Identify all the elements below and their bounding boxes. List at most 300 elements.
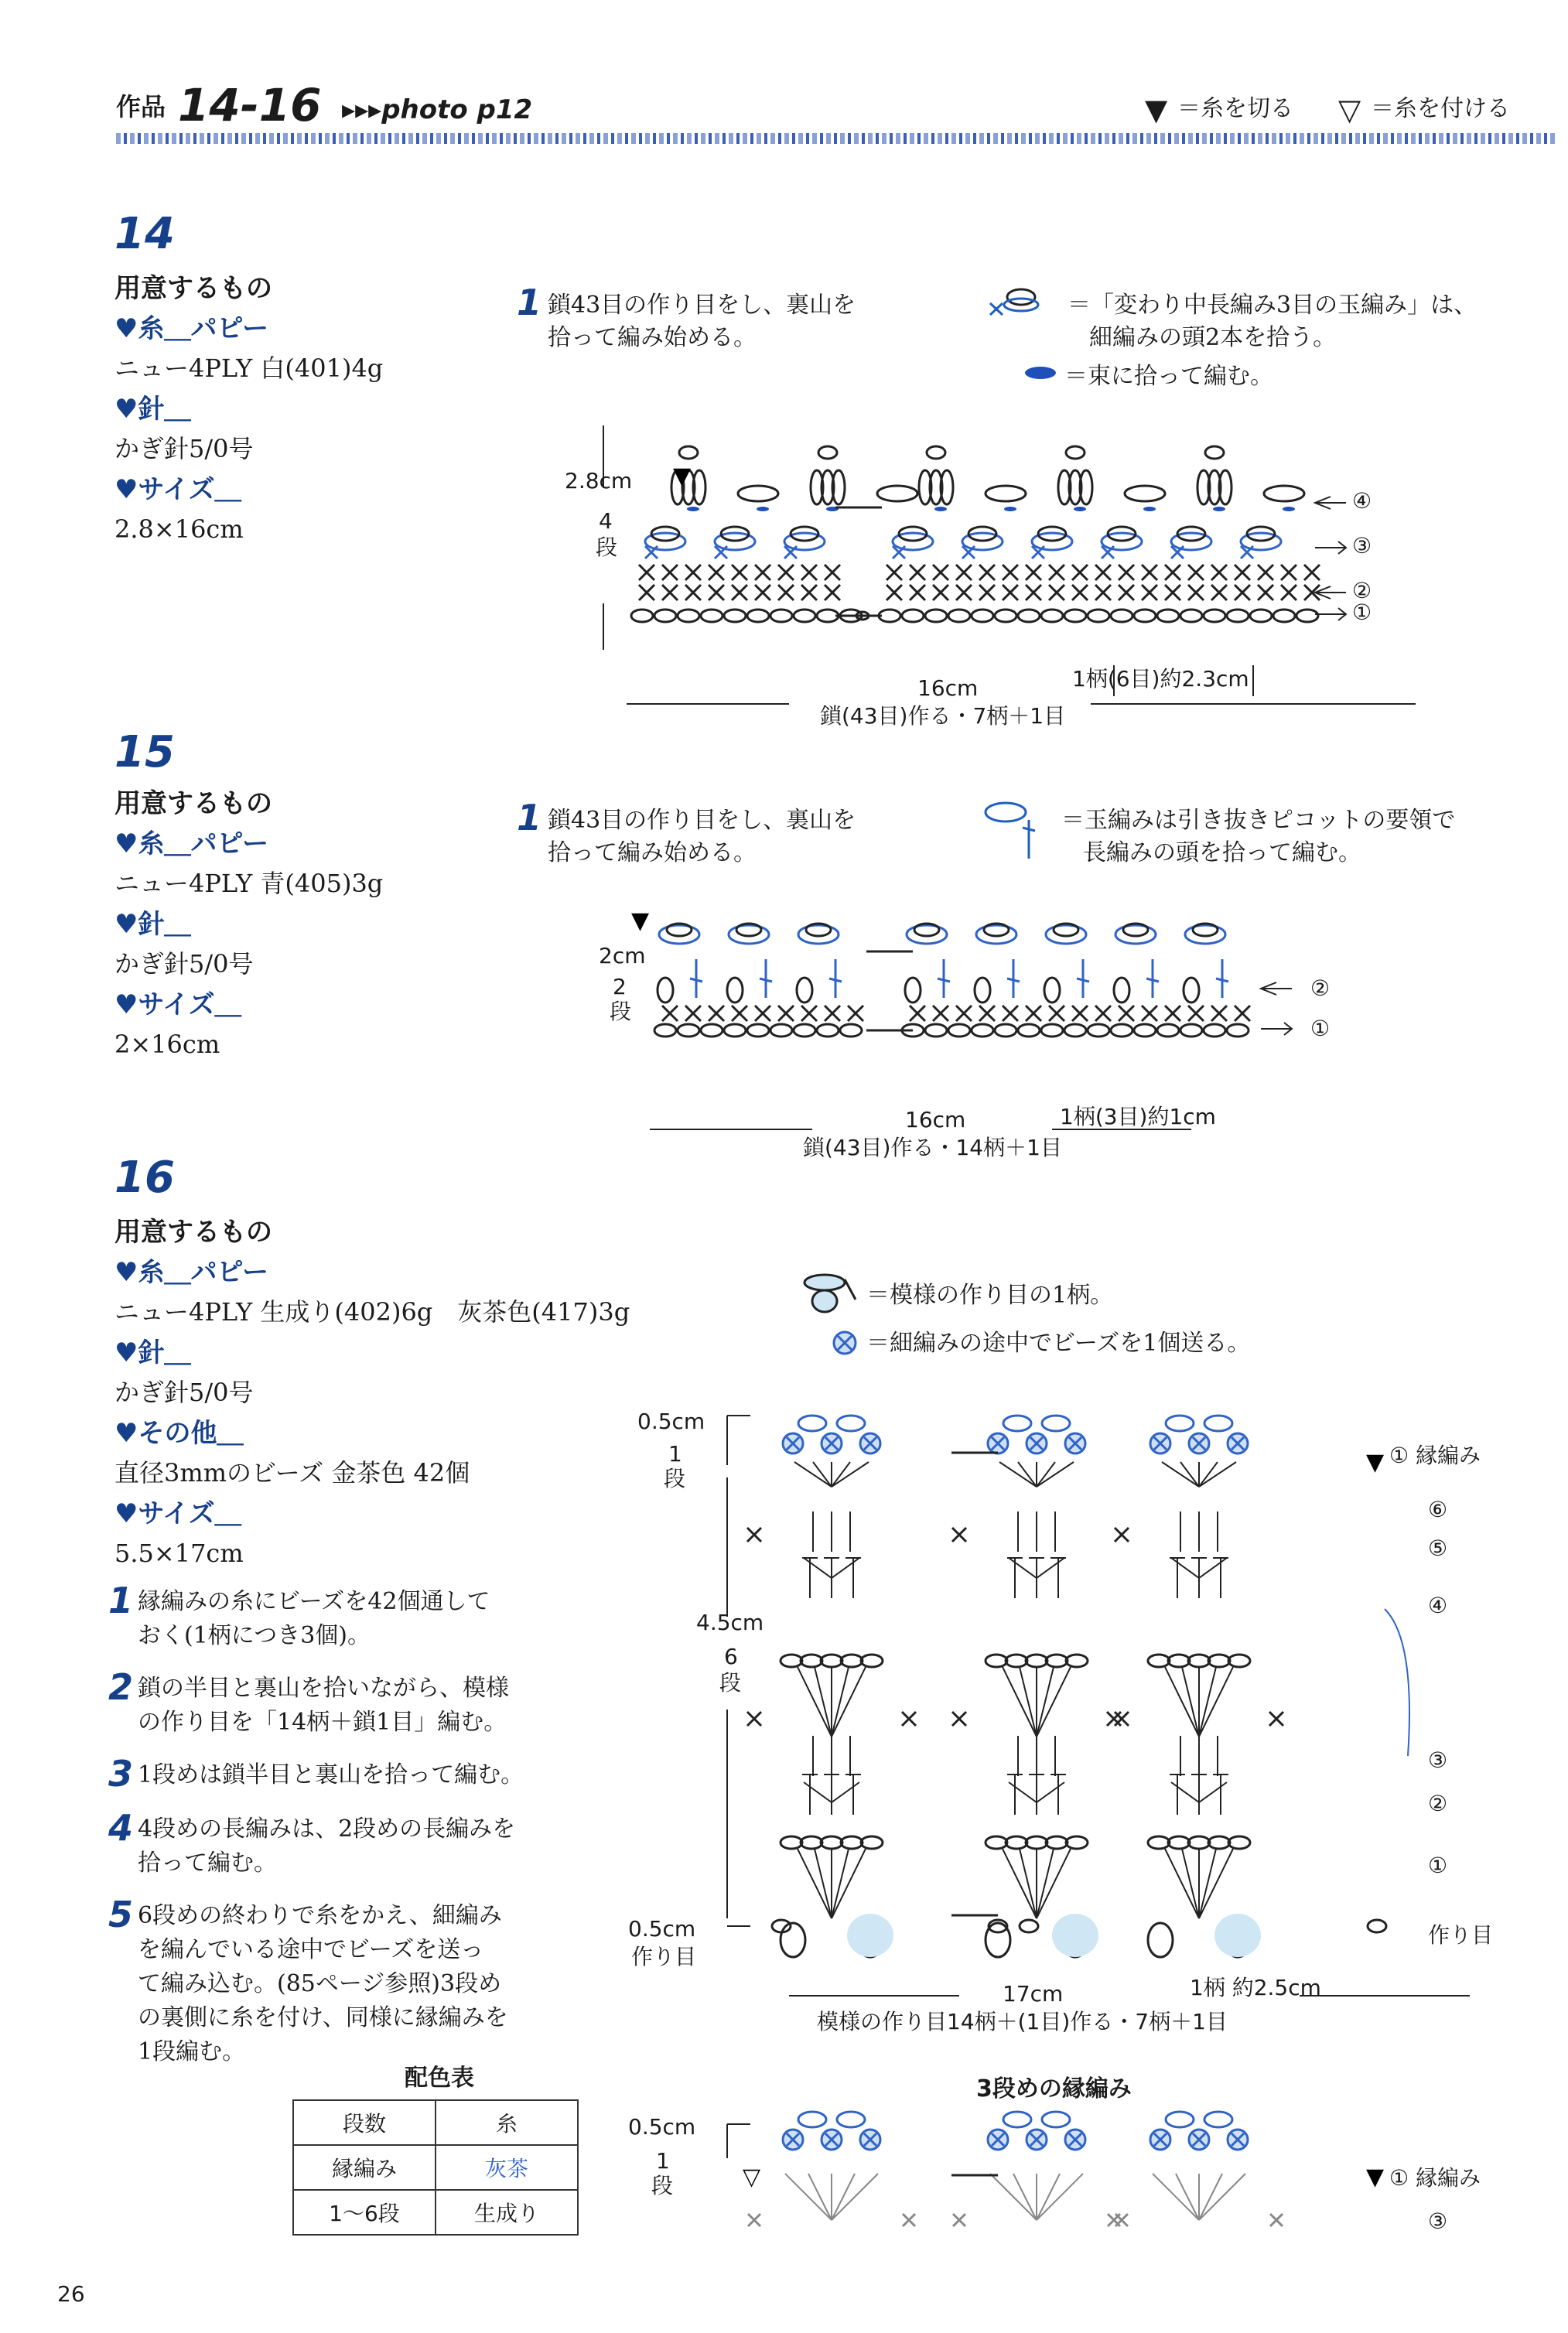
section-15-instructions [511,797,1547,894]
chain-stitch [798,1416,826,1431]
edge3-marker-edge: ① 縁編み [1389,2165,1481,2191]
step-number: 4 [108,1807,134,1849]
fan-stitch [813,1462,832,1487]
chain-stitch [1208,1836,1230,1849]
chain-stitch [801,1836,822,1849]
single-crochet-stitch [1165,1006,1180,1021]
repeat-highlight [847,1914,893,1957]
fan-stitch [1182,1667,1199,1737]
size-label: ♥サイズ＿ [114,1498,241,1529]
fan-stitch [832,1849,866,1918]
chain-stitch [925,1024,947,1037]
picot-puff [1046,925,1086,944]
fan-stitch [1199,1462,1218,1487]
chain-stitch [1166,2112,1194,2127]
pattern-base-repeat-icon [801,1269,871,1315]
single-crochet-stitch [910,565,925,580]
step-line: て編み込む。(85ページ参照)3段め [138,1970,502,1997]
chain-stitch [772,1920,791,1932]
chain-stitch [986,486,1026,501]
single-crochet-stitch [1188,565,1204,580]
single-crochet-stitch [910,585,925,600]
step-line: 縁編みの糸にビーズを42個通して [138,1588,490,1615]
needle-detail: かぎ針5/0号 [114,1378,254,1407]
double-crochet-bar [938,979,950,982]
picot-puff [976,925,1016,944]
single-crochet-stitch [801,565,817,580]
chain-stitch [840,1024,862,1037]
section-15-materials [114,727,548,1067]
chain-stitch [1042,2112,1070,2127]
yarn-label: ♥糸＿パピー [114,828,269,859]
chain-stitch [1204,1416,1232,1431]
fan-stitch [794,1462,832,1487]
single-crochet-stitch [1235,1006,1250,1021]
bundle-mark [1283,507,1295,511]
single-crochet-stitch [953,2214,965,2226]
chain-stitch [1148,1923,1173,1957]
chain-stitch [781,1655,802,1667]
single-crochet-stitch [1142,1006,1157,1021]
double-crochet-bar [690,979,702,982]
cut-marker-icon: ▼ [631,907,650,934]
bead-stitch-icon [831,1329,859,1357]
bundle-mark [757,507,769,511]
size-label: ♥サイズ＿ [114,474,241,505]
fan-stitch [798,1849,832,1918]
attach-yarn-icon: ▽ [1338,93,1361,127]
color-table-title: 配色表 [405,2065,474,2092]
single-crochet-stitch [848,1006,863,1021]
edge-unit: 段 [664,1466,686,1491]
single-crochet-stitch [886,585,902,600]
height-label: 2.8cm [565,468,633,494]
bundle-mark [1074,507,1086,511]
picot-puff [659,925,699,944]
chain-stitch [1003,1416,1031,1431]
fan-stitch [1037,2174,1083,2220]
single-crochet-stitch [748,2214,760,2226]
base-label: 作り目 [631,1944,697,1969]
chain-stitch [1064,1024,1086,1037]
chain-stitch [701,610,723,622]
fan-stitch [1176,2174,1199,2220]
header-title-numbers: 14-16 [178,79,322,132]
single-crochet-stitch [1026,565,1041,580]
chain-stitch [747,1024,769,1037]
chain-stitch [1134,610,1156,622]
single-crochet-stitch [1049,585,1064,600]
single-crochet-stitch [886,565,902,580]
single-crochet-stitch [755,585,770,600]
size-detail: 5.5×17cm [114,1539,244,1568]
single-crochet-stitch [1119,565,1134,580]
note-line: ＝束に拾って編む。 [1064,363,1273,390]
section-15-number: 15 [114,727,175,777]
chain-stitch [986,1836,1007,1849]
picot-puff [798,925,839,944]
double-crochet-bar [1077,979,1089,982]
chain-stitch [1006,1836,1027,1849]
single-crochet-stitch [1119,585,1134,600]
chain-stitch [1026,1836,1047,1849]
single-crochet-stitch [1095,565,1111,580]
step-line: を編んでいる途中でビーズを送っ [138,1936,484,1963]
chain-stitch [837,2112,865,2127]
chain-stitch [1204,610,1225,622]
single-crochet-stitch [1003,585,1018,600]
chain-stitch [817,1024,839,1037]
table-header: 糸 [436,2100,578,2145]
table-row [293,2190,578,2235]
chain-stitch [1041,610,1063,622]
chain-stitch [948,1024,970,1037]
single-crochet-stitch [979,585,995,600]
step-number: 1 [108,1580,134,1621]
materials-heading: 用意するもの [114,788,272,819]
other-detail: 直径3mmのビーズ 金茶色 42個 [114,1458,470,1488]
chain-stitch [1180,610,1202,622]
bundle-mark [1004,507,1016,511]
step-number: 1 [517,797,542,839]
chain-stitch [1003,2112,1031,2127]
single-crochet-stitch [1165,565,1180,580]
step-line: 鎖43目の作り目をし、裏山を [548,292,856,319]
picot-puff [907,925,947,944]
fan-stitch [798,1667,832,1737]
section-14-materials [114,209,548,549]
rows-label: 2 [613,974,627,999]
chain-stitch [679,446,698,459]
single-crochet-stitch [825,565,840,580]
single-crochet-stitch [1026,585,1041,600]
row-marker-1: ① [1428,1853,1448,1878]
chain-stitch [1227,1024,1249,1037]
step-line: おく(1柄につき3個)。 [138,1622,371,1649]
single-crochet-stitch [933,1006,948,1021]
single-crochet-stitch [778,585,794,600]
row-marker-2: ② [1352,578,1372,603]
fan-stitch [1165,1849,1199,1918]
double-crochet-bar [1146,979,1159,982]
single-crochet-stitch [639,565,654,580]
chain-stitch [1188,1836,1210,1849]
single-crochet-stitch [1107,1712,1121,1726]
chain-stitch [1227,610,1249,622]
chain-stitch [1205,446,1224,459]
fan-stitch [832,1849,849,1918]
chain-stitch [1228,1836,1250,1849]
chain-stitch [1157,610,1179,622]
table-cell: 縁編み [293,2145,436,2190]
chain-stitch [1148,1836,1170,1849]
single-crochet-stitch [1142,585,1157,600]
step-line: 拾って編み始める。 [548,839,757,866]
yarn-label: ♥糸＿パピー [114,1257,269,1288]
fan-stitch [1037,1849,1054,1918]
page-number: 26 [57,2281,85,2307]
chain-loop [797,978,812,1003]
row-marker-6: ⑥ [1428,1497,1448,1522]
chain-stitch [1111,610,1132,622]
yarn-detail: ニュー4PLY 青(405)3g [114,869,384,898]
table-cell: 1〜6段 [293,2190,436,2235]
chain-stitch [972,610,993,622]
chain-stitch [986,1655,1007,1667]
yarn-label: ♥糸＿パピー [114,313,269,344]
single-crochet-stitch [1072,565,1088,580]
single-crochet-stitch [685,1006,701,1021]
chain-stitch [1157,1024,1179,1037]
note-line: ＝細編みの途中でビーズを1個送る。 [866,1330,1251,1357]
single-crochet-stitch [956,585,972,600]
single-crochet-stitch [979,1006,995,1021]
repeat-label: 1柄 約2.5cm [1190,1975,1321,2000]
chain-label: 鎖(43目)作る・7柄＋1目 [820,703,1066,729]
step-line: 1段めは鎖半目と裏山を拾って編む。 [138,1761,524,1788]
fan-stitch [1020,1667,1037,1737]
chain-stitch [738,486,778,501]
bundle-mark [1143,507,1156,511]
chain-stitch [818,446,837,459]
single-crochet-stitch [1049,565,1064,580]
single-crochet-stitch [1072,1006,1088,1021]
row-2-arrow [1261,982,1292,995]
picot-puff-symbol-icon [975,797,1060,866]
chain-stitch [1066,446,1085,459]
single-crochet-stitch [1269,1712,1283,1726]
chain-stitch [1228,1655,1250,1667]
size-detail: 2×16cm [114,1030,220,1059]
single-crochet-stitch [933,585,948,600]
single-crochet-stitch [825,1006,840,1021]
picot-puff [729,925,769,944]
repeat-label: 1柄(3目)約1cm [1060,1104,1216,1129]
edge3-title: 3段めの縁編み [976,2075,1132,2102]
table-cell: 生成り [436,2190,578,2235]
single-crochet-stitch [1304,565,1320,580]
section-16-number: 16 [114,1153,175,1203]
single-crochet-stitch [685,585,701,600]
fan-stitch [808,2174,832,2220]
chain-loop [1114,978,1129,1003]
attach-marker-icon: ▽ [743,2164,761,2191]
single-crochet-stitch [1165,585,1180,600]
row-marker-edge: ① 縁編み [1389,1443,1481,1468]
needle-label: ♥針＿ [114,1337,191,1368]
single-crochet-stitch [1095,585,1111,600]
chain-stitch [801,1655,822,1667]
single-crochet-stitch [1115,1528,1129,1542]
single-crochet-stitch [1049,1006,1064,1021]
note-line: 細編みの頭2本を拾う。 [1089,324,1337,351]
fan-stitch [832,1462,869,1487]
row-3-arrow [1315,541,1346,554]
single-crochet-stitch [1211,1006,1227,1021]
chain-stitch [1188,1655,1210,1667]
fan-stitch [1013,2174,1037,2220]
fan-stitch [1199,1849,1233,1918]
fan-stitch [832,1667,849,1737]
fan-stitch [815,1667,832,1737]
single-crochet-stitch [933,565,948,580]
note-line: ＝「変わり中長編み3目の玉編み」は、 [1068,292,1477,319]
repeat-highlight [1052,1914,1098,1957]
section-15-chart [588,905,1485,1168]
fan-stitch [1199,2174,1245,2220]
chain-stitch [861,1836,883,1849]
step-number: 1 [517,282,542,323]
single-crochet-stitch [755,1006,770,1021]
fan-stitch [1037,1667,1054,1737]
single-crochet-stitch [1281,585,1296,600]
edge3-marker-3: ③ [1428,2208,1448,2234]
row-marker-4: ④ [1428,1593,1448,1618]
step-line: の裏側に糸を付け、同様に縁編みを [138,2004,508,2031]
single-crochet-stitch [1072,585,1088,600]
needle-detail: かぎ針5/0号 [114,949,254,979]
rows-unit: 段 [596,535,618,560]
single-crochet-stitch [662,585,678,600]
chain-stitch [995,610,1016,622]
chain-stitch [1018,1024,1040,1037]
materials-heading: 用意するもの [114,273,272,304]
chain-loop [1044,978,1060,1003]
single-crochet-stitch [732,585,747,600]
body-rows: 6 [724,1644,738,1669]
chain-stitch [1006,1655,1027,1667]
chain-stitch [995,1024,1016,1037]
bundle-pickup-symbol-icon [1021,364,1060,382]
table-header: 段数 [293,2100,436,2145]
double-crochet-bar [1216,979,1228,982]
fan-stitch [832,1462,850,1487]
header-photo-ref: ▸▸▸photo p12 [342,94,533,125]
fan-stitch [1037,1667,1071,1737]
chain-stitch [1250,610,1272,622]
step-line: 1段編む。 [138,2038,246,2065]
double-crochet-bar [760,979,772,982]
chain-stitch [631,610,653,622]
row-1-arrow [1261,1023,1292,1035]
chain-loop [975,978,990,1003]
single-crochet-stitch [778,565,794,580]
chain-stitch [1148,1655,1170,1667]
single-crochet-stitch [1258,565,1273,580]
single-crochet-stitch [1119,1006,1134,1021]
single-crochet-stitch [1026,1006,1041,1021]
fan-stitch [1003,1849,1037,1918]
fan-stitch [990,2174,1037,2220]
needle-label: ♥針＿ [114,909,191,940]
chain-stitch [879,610,900,622]
width-label: 16cm [917,675,979,701]
step-number: 5 [108,1894,134,1935]
step-line: 拾って編み始める。 [548,324,757,351]
chain-stitch [841,1655,863,1667]
chain-stitch [821,1655,842,1667]
fan-stitch [832,1667,866,1737]
legend-attach: ＝糸を付ける [1371,95,1510,122]
chain-stitch [925,610,947,622]
row-link-arrow [1385,1609,1409,1756]
chain-loop [905,978,921,1003]
picot-puff [1185,925,1225,944]
single-crochet-stitch [902,1712,916,1726]
chain-stitch [724,610,746,622]
bundle-mark [687,507,699,511]
single-crochet-stitch [709,565,724,580]
chain-label: 鎖(43目)作る・14柄＋1目 [803,1135,1062,1160]
note-line: 長編みの頭を拾って編む。 [1083,839,1361,866]
single-crochet-stitch [732,565,747,580]
section-14-instructions [511,282,1547,410]
chain-stitch [781,1923,805,1957]
single-crochet-stitch [1258,585,1273,600]
single-crochet-stitch [1235,565,1250,580]
chain-stitch [861,1655,883,1667]
height-label: 2cm [599,943,646,968]
chain-stitch [794,1024,815,1037]
single-crochet-stitch [1188,585,1204,600]
single-crochet-stitch [1115,1712,1129,1726]
chain-stitch [781,1836,802,1849]
chain-stitch [1020,1920,1038,1932]
chain-stitch [1204,1024,1225,1037]
color-table [292,2099,579,2236]
single-crochet-stitch [1095,1006,1111,1021]
note-line: ＝玉編みは引き抜きピコットの要領で [1061,807,1456,834]
chain-stitch [1368,1920,1386,1932]
single-crochet-stitch [685,565,701,580]
section-16-chart [696,1385,1547,2007]
single-crochet-stitch [825,585,840,600]
chain-stitch [654,610,676,622]
fan-stitch [1037,2174,1060,2220]
chain-stitch [1046,1836,1068,1849]
fan-stitch [1020,1849,1037,1918]
single-crochet-stitch [1188,1006,1204,1021]
single-crochet-stitch [1281,565,1296,580]
chain-stitch [1088,1024,1109,1037]
section-16-materials [114,1153,702,1570]
single-crochet-stitch [662,1006,678,1021]
fan-stitch [1199,1849,1216,1918]
single-crochet-stitch [747,1528,761,1542]
row-2-arrow [1315,586,1346,599]
section-14-chart [557,410,1485,750]
single-crochet-stitch [709,585,724,600]
row-marker-1: ① [1310,1016,1331,1041]
chain-stitch [770,610,792,622]
step-number: 3 [108,1753,134,1795]
single-crochet-stitch [709,1006,724,1021]
fan-stitch [1037,1849,1071,1918]
single-crochet-stitch [639,585,654,600]
chain-stitch [1088,610,1109,622]
chain-stitch [1041,1024,1063,1037]
fan-stitch [1199,1667,1233,1737]
row-1-arrow [1315,608,1346,620]
single-crochet-stitch [1270,2214,1283,2226]
single-crochet-stitch [1115,2214,1128,2226]
step-line: 拾って編む。 [138,1850,277,1877]
single-crochet-stitch [778,1006,794,1021]
step-line: 鎖43目の作り目をし、裏山を [548,807,856,834]
edge3-height: 0.5cm [628,2114,696,2140]
fan-stitch [1199,1667,1216,1737]
chain-stitch [841,1836,863,1849]
